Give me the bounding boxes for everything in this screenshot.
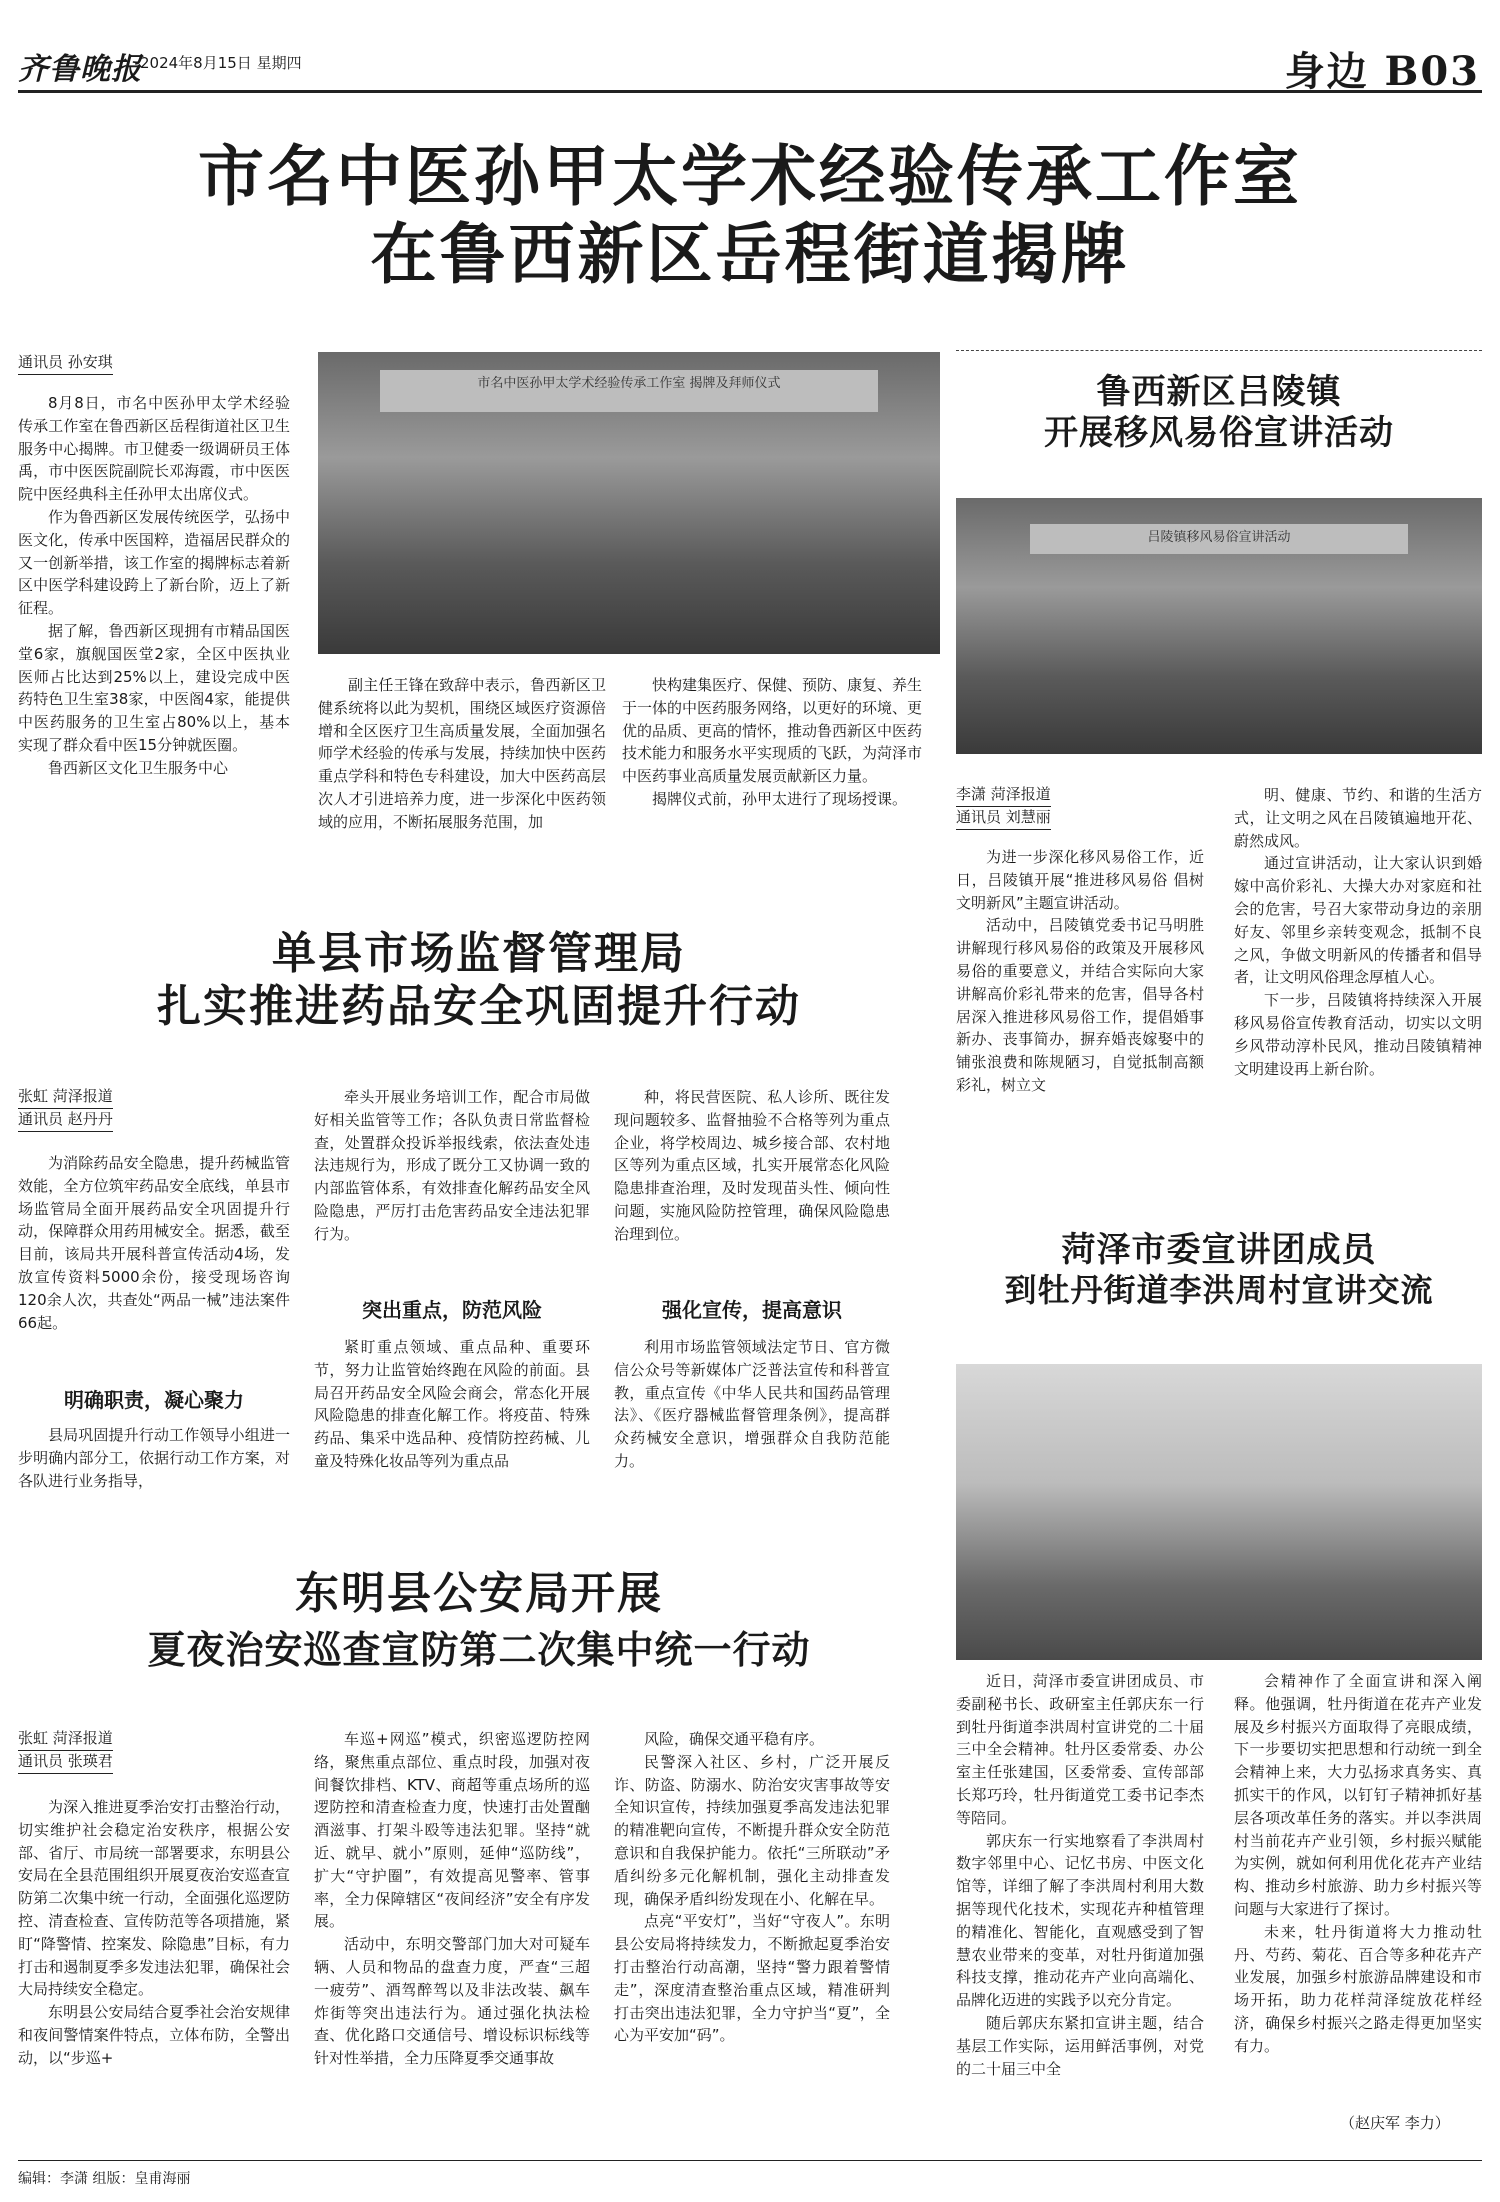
article2-title-line1: 单县市场监督管理局 [272, 928, 686, 979]
article2-col1: 为消除药品安全隐患，提升药械监管效能，全方位筑牢药品安全底线，单县市场监管局全面开展药品安全巩固提升行动，保障群众用药用械安全。据悉，截至目前，该局共开展科普宣传活动4场，发放宣传资料5000余份，接受现场咨询120余人次，共查处“两品一械”违法案件66起。 [18, 1154, 290, 1332]
article3-byline: 张虹 菏泽报道 通讯员 张瑛君 [18, 1728, 113, 1774]
article3-headline [18, 1568, 940, 1672]
photo-banner: 市名中医孙甲太学术经验传承工作室 揭牌及拜师仪式 [380, 370, 878, 412]
article1-col1: 8月8日，市名中医孙甲太学术经验传承工作室在鲁西新区岳程街道社区卫生服务中心揭牌。市卫健委一级调研员王体禹，市中医医院副院长邓海霞，市中医医院中医经典科主任孙甲太出席仪式。 作为鲁西新区发展传统医学，弘扬中医文化，传承中医国粹，造福居民群众的又一创新举措，该工作室的揭牌标志着新区中医学科建设跨上了新台阶，迈上了新征程。 据了解，鲁西新区现拥有市精品国医堂6家，旗舰国医堂2家，全区中医执业医师占比达到25%以上，建设完成中医药特色卫生室38家，中医阁4家，能提供中医药服务的卫生室占80%以上，基本实现了群众看中医15分钟就医圈。 鲁西新区文化卫生服务中心 [18, 394, 290, 777]
newspaper-logo: 齐鲁晚报 [18, 52, 142, 87]
article5-title-line2: 到牡丹街道李洪周村宣讲交流 [1004, 1270, 1434, 1309]
article1-title-line1: 市名中医孙甲太学术经验传承工作室 [198, 137, 1302, 215]
article3-title-line2: 夏夜治安巡查宣防第二次集中统一行动 [147, 1626, 811, 1672]
article4-col2: 明、健康、节约、和谐的生活方式，让文明之风在吕陵镇遍地开花、蔚然成风。 通过宣讲活动，让大家认识到婚嫁中高价彩礼、大操大办对家庭和社会的危害，号召大家带动身边的亲朋好友、邻里乡亲转变观念，抵制不良之风，争做文明新风的传播者和倡导者，让文明风俗理念厚植人心。 下一步，吕陵镇将持续深入开展移风易俗宣传教育活动，切实以文明乡风带动淳朴民风，推动吕陵镇精神文明建设再上新台阶。 [1234, 786, 1482, 1078]
article2-subhead3: 强化宣传，提高意识 [662, 1298, 842, 1322]
article1-col2: 副主任王锋在致辞中表示，鲁西新区卫健系统将以此为契机，围绕区域医疗资源倍增和全区医疗卫生高质量发展，全面加强名师学术经验的传承与发展，持续加快中医药重点学科和特色专科建设，加大中医药高层次人才引进培养力度，进一步深化中医药领域的应用，不断拓展服务范围，加 [318, 676, 606, 831]
masthead-rule [18, 90, 1482, 93]
article5-photo [956, 1364, 1482, 1660]
article3-col2: 车巡+网巡”模式，织密巡逻防控网络，聚焦重点部位、重点时段，加强对夜间餐饮排档、KTV、商超等重点场所的巡逻防控和清查检查力度，快速打击处置酗酒滋事、打架斗殴等违法犯罪。坚持“就近、就早、就小”原则，延伸“巡防线”，扩大“守护圈”，有效提高见警率、管事率，全力保障辖区“夜间经济”安全有序发展。 活动中，东明交警部门加大对可疑车辆、人员和物品的盘查力度，严查“三超一疲劳”、酒驾醉驾以及非法改装、飙车炸街等突出违法行为。通过强化执法检查、优化路口交通信号、增设标识标线等针对性举措，全力压降夏季交通事故 [314, 1730, 590, 2068]
article1-headline [18, 138, 1482, 294]
article1-title-line2: 在鲁西新区岳程街道揭牌 [370, 214, 1130, 293]
article3-col1: 为深入推进夏季治安打击整治行动，切实维护社会稳定治安秩序，根据公安部、省厅、市局统一部署要求，东明县公安局在全县范围组织开展夏夜治安巡查宣防第二次集中统一行动，全面强化巡逻防控、清查检查、宣传防范等各项措施，紧盯“降警情、控案发、除隐患”目标，有力打击和遏制夏季多发违法犯罪，确保社会大局持续安全稳定。 东明县公安局结合夏季社会治安规律和夜间警情案件特点，立体布防，全警出动，以“步巡+ [18, 1798, 290, 2067]
article5-title-line1: 菏泽市委宣讲团成员 [1061, 1230, 1377, 1270]
photo-banner: 吕陵镇移风易俗宣讲活动 [1030, 524, 1409, 555]
right-column-divider [956, 350, 1482, 351]
article2-headline [18, 928, 940, 1034]
article5-col2: 会精神作了全面宣讲和深入阐释。他强调，牡丹街道在花卉产业发展及乡村振兴方面取得了亮眼成绩，下一步要切实把思想和行动统一到全会精神上来，大力弘扬求真务实、真抓实干的作风，以钉钉子精神抓好基层各项改革任务的落实。并以李洪周村当前花卉产业引领，乡村振兴赋能为实例，就如何利用优化花卉产业结构、推动乡村旅游、助力乡村振兴等问题与大家进行了探讨。 未来，牡丹街道将大力推动牡丹、芍药、菊花、百合等多种花卉产业发展，加强乡村旅游品牌建设和市场开拓，助力花样菏泽绽放花样经济，确保乡村振兴之路走得更加坚实有力。 [1234, 1672, 1482, 2055]
issue-date: 2024年8月15日 星期四 [140, 54, 302, 72]
article5-headline [956, 1230, 1482, 1309]
article4-photo [956, 498, 1482, 754]
article2-subhead2: 突出重点，防范风险 [362, 1298, 542, 1322]
article2-col3: 种，将民营医院、私人诊所、既往发现问题较多、监督抽验不合格等列为重点企业，将学校周边、城乡接合部、农村地区等列为重点区域，扎实开展常态化风险隐患排查治理，及时发现苗头性、倾向性问题，实施风险防控管理，确保风险隐患治理到位。 [614, 1088, 890, 1243]
article2-byline: 张虹 菏泽报道 通讯员 赵丹丹 [18, 1086, 113, 1132]
article3-col3: 风险，确保交通平稳有序。 民警深入社区、乡村，广泛开展反诈、防盗、防溺水、防治安灾害事故等安全知识宣传，持续加强夏季高发违法犯罪的精准靶向宣传，不断提升群众安全防范意识和自我保护能力。依托“三所联动”矛盾纠纷多元化解机制，强化主动排查发现，确保矛盾纠纷发现在小、化解在早。 点亮“平安灯”，当好“守夜人”。东明县公安局将持续发力，不断掀起夏季治安打击整治行动高潮，坚持“警力跟着警情走”，深度清查整治重点区域，精准研判打击突出违法犯罪，全力守护当“夏”，全心为平安加“码”。 [614, 1730, 890, 2045]
article3-title-line1: 东明县公安局开展 [295, 1568, 663, 1619]
article2-col3b: 利用市场监管领域法定节日、官方微信公众号等新媒体广泛普法宣传和科普宣教，重点宣传《中华人民共和国药品管理法》、《医疗器械监督管理条例》，提高群众药械安全意识，增强群众自我防范能力。 [614, 1338, 890, 1470]
article4-headline [956, 372, 1482, 454]
editor-credit: 编辑：李潇 组版：皇甫海丽 [18, 2171, 191, 2187]
section-label: 身边 B03 [1284, 48, 1480, 95]
article4-byline: 李潇 菏泽报道 通讯员 刘慧丽 [956, 784, 1051, 830]
article2-title-line2: 扎实推进药品安全巩固提升行动 [157, 980, 801, 1032]
article2-subhead1: 明确职责，凝心聚力 [64, 1388, 244, 1412]
article2-col1b: 县局巩固提升行动工作领导小组进一步明确内部分工，依据行动工作方案，对各队进行业务指导， [18, 1426, 290, 1490]
article4-title-line1: 鲁西新区吕陵镇 [1096, 372, 1342, 412]
article2-col2b: 紧盯重点领域、重点品种、重要环节，努力让监管始终跑在风险的前面。县局召开药品安全风险会商会，常态化开展风险隐患的排查化解工作。将疫苗、特殊药品、集采中选品种、疫情防控药械、儿童及特殊化妆品等列为重点品 [314, 1338, 590, 1470]
article5-col1: 近日，菏泽市委宣讲团成员、市委副秘书长、政研室主任郭庆东一行到牡丹街道李洪周村宣讲党的二十届三中全会精神。牡丹区委常委、办公室主任张建国，区委常委、宣传部部长郑巧玲，牡丹街道党工委书记李杰等陪同。 郭庆东一行实地察看了李洪周村数字邻里中心、记忆书房、中医文化馆等，详细了解了李洪周村利用大数据等现代化技术，实现花卉种植管理的精准化、智能化，直观感受到了智慧农业带来的变革，对牡丹街道加强科技支撑，推动花卉产业向高端化、品牌化迈进的实践予以充分肯定。 随后郭庆东紧扣宣讲主题，结合基层工作实际，运用鲜活事例，对党的二十届三中全 [956, 1672, 1204, 2078]
footer-rule [18, 2160, 1482, 2161]
article1-photo [318, 352, 940, 654]
article1-byline: 通讯员 孙安琪 [18, 352, 113, 375]
article2-col2: 牵头开展业务培训工作，配合市局做好相关监管等工作；各队负责日常监督检查，处置群众投诉举报线索，依法查处违法违规行为，形成了既分工又协调一致的内部监管体系，有效排查化解药品安全风险隐患，严厉打击危害药品安全违法犯罪行为。 [314, 1088, 590, 1243]
article4-col1: 为进一步深化移风易俗工作，近日，吕陵镇开展“推进移风易俗 倡树文明新风”主题宣讲活动。 活动中，吕陵镇党委书记马明胜讲解现行移风易俗的政策及开展移风易俗的重要意义，并结合实际向大家讲解高价彩礼带来的危害，倡导各村居深入推进移风易俗工作，提倡婚事新办、丧事简办，摒弃婚丧嫁娶中的铺张浪费和陈规陋习，自觉抵制高额彩礼，树立文 [956, 848, 1204, 1094]
article1-col3: 快构建集医疗、保健、预防、康复、养生于一体的中医药服务网络，以更好的环境、更优的品质、更高的情怀，推动鲁西新区中医药技术能力和服务水平实现质的飞跃，为菏泽市中医药事业高质量发展贡献新区力量。 揭牌仪式前，孙甲太进行了现场授课。 [622, 676, 922, 808]
article5-signature: （赵庆军 李力） [1340, 2114, 1450, 2132]
article4-title-line2: 开展移风易俗宣讲活动 [1044, 412, 1394, 453]
